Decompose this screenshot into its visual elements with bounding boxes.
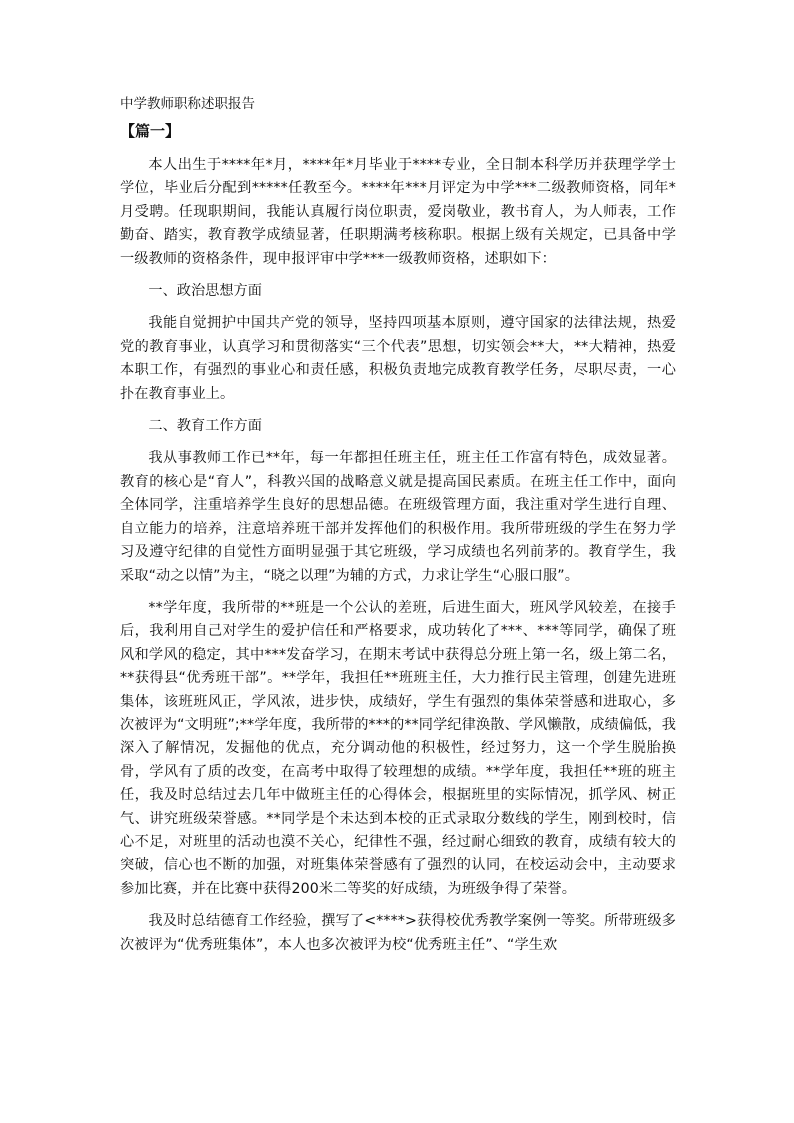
- document-page: [120, 92, 676, 966]
- education-paragraph-2: **学年度，我所带的**班是一个公认的差班，后进生面大，班风学风较差，在接手后，我利用自己对学生的爱护信任和严格要求，成功转化了***、***等同学，确保了班风和学风的稳定，其中***发奋学习，在期末考试中获得总分班上第一名，级上第二名，**获得县“优秀班干部”。**学年，我担任**班班主任，大力推行民主管理，创建先进班集体，该班班风正，学风浓，进步快，成绩好，学生有强烈的集体荣誉感和进取心，多次被评为“文明班”;**学年度，我所带的***的**同学纪律涣散、学风懒散，成绩偏低，我深入了解情况，发掘他的优点，充分调动他的积极性，经过努力，这一个学生脱胎换骨，学风有了质的改变，在高考中取得了较理想的成绩。**学年度，我担任**班的班主任，我及时总结过去几年中做班主任的心得体会，根据班里的实际情况，抓学风、树正气、讲究班级荣誉感。**同学是个未达到本校的正式录取分数线的学生，刚到校时，信心不足，对班里的活动也漠不关心，纪律性不强，经过耐心细致的教育，成绩有较大的突破，信心也不断的加强，对班集体荣誉感有了强烈的认同，在校运动会中，主动要求参加比赛，并在比赛中获得200米二等奖的好成绩，为班级争得了荣誉。: [120, 599, 676, 897]
- heading-politics: 一、政治思想方面: [148, 283, 262, 300]
- politics-paragraph: 我能自觉拥护中国共产党的领导，坚持四项基本原则，遵守国家的法律法规，热爱党的教育事业，认真学习和贯彻落实“三个代表”思想，切实领会**大，**大精神，热爱本职工作，有强烈的事业心和责任感，积极负责地完成教育教学任务，尽职尽责，一心扑在教育事业上。: [120, 315, 676, 402]
- document-title: 中学教师职称述职报告: [120, 96, 255, 112]
- intro-paragraph: 本人出生于****年*月，****年*月毕业于****专业，全日制本科学历并获理学学士学位，毕业后分配到*****任教至今。****年***月评定为中学***二级教师资格，同年*月受聘。任现职期间，我能认真履行岗位职责，爱岗敬业，教书育人，为人师表，工作勤奋、踏实，教育教学成绩显著，任职期满考核称职。根据上级有关规定，已具备中学一级教师的资格条件，现申报评审中学***一级教师资格，述职如下：: [120, 157, 676, 267]
- section-label: 【篇一】: [120, 122, 181, 140]
- education-paragraph-1: 我从事教师工作已**年，每一年都担任班主任，班主任工作富有特色，成效显著。教育的核心是“育人”，科教兴国的战略意义就是提高国民素质。在班主任工作中，面向全体同学，注重培养学生良好的思想品德。在班级管理方面，我注重对学生进行自理、自立能力的培养，注意培养班干部并发挥他们的积极作用。我所带班级的学生在努力学习及遵守纪律的自觉性方面明显强于其它班级，学习成绩也名列前茅的。教育学生，我采取“动之以情”为主，“晓之以理”为辅的方式，力求让学生“心服口服”。: [120, 450, 676, 584]
- heading-education: 二、教育工作方面: [148, 418, 262, 435]
- education-paragraph-3: 我及时总结德育工作经验，撰写了<****>获得校优秀教学案例一等奖。所带班级多次被评为“优秀班集体”，本人也多次被评为校“优秀班主任”、“学生欢: [120, 913, 676, 953]
